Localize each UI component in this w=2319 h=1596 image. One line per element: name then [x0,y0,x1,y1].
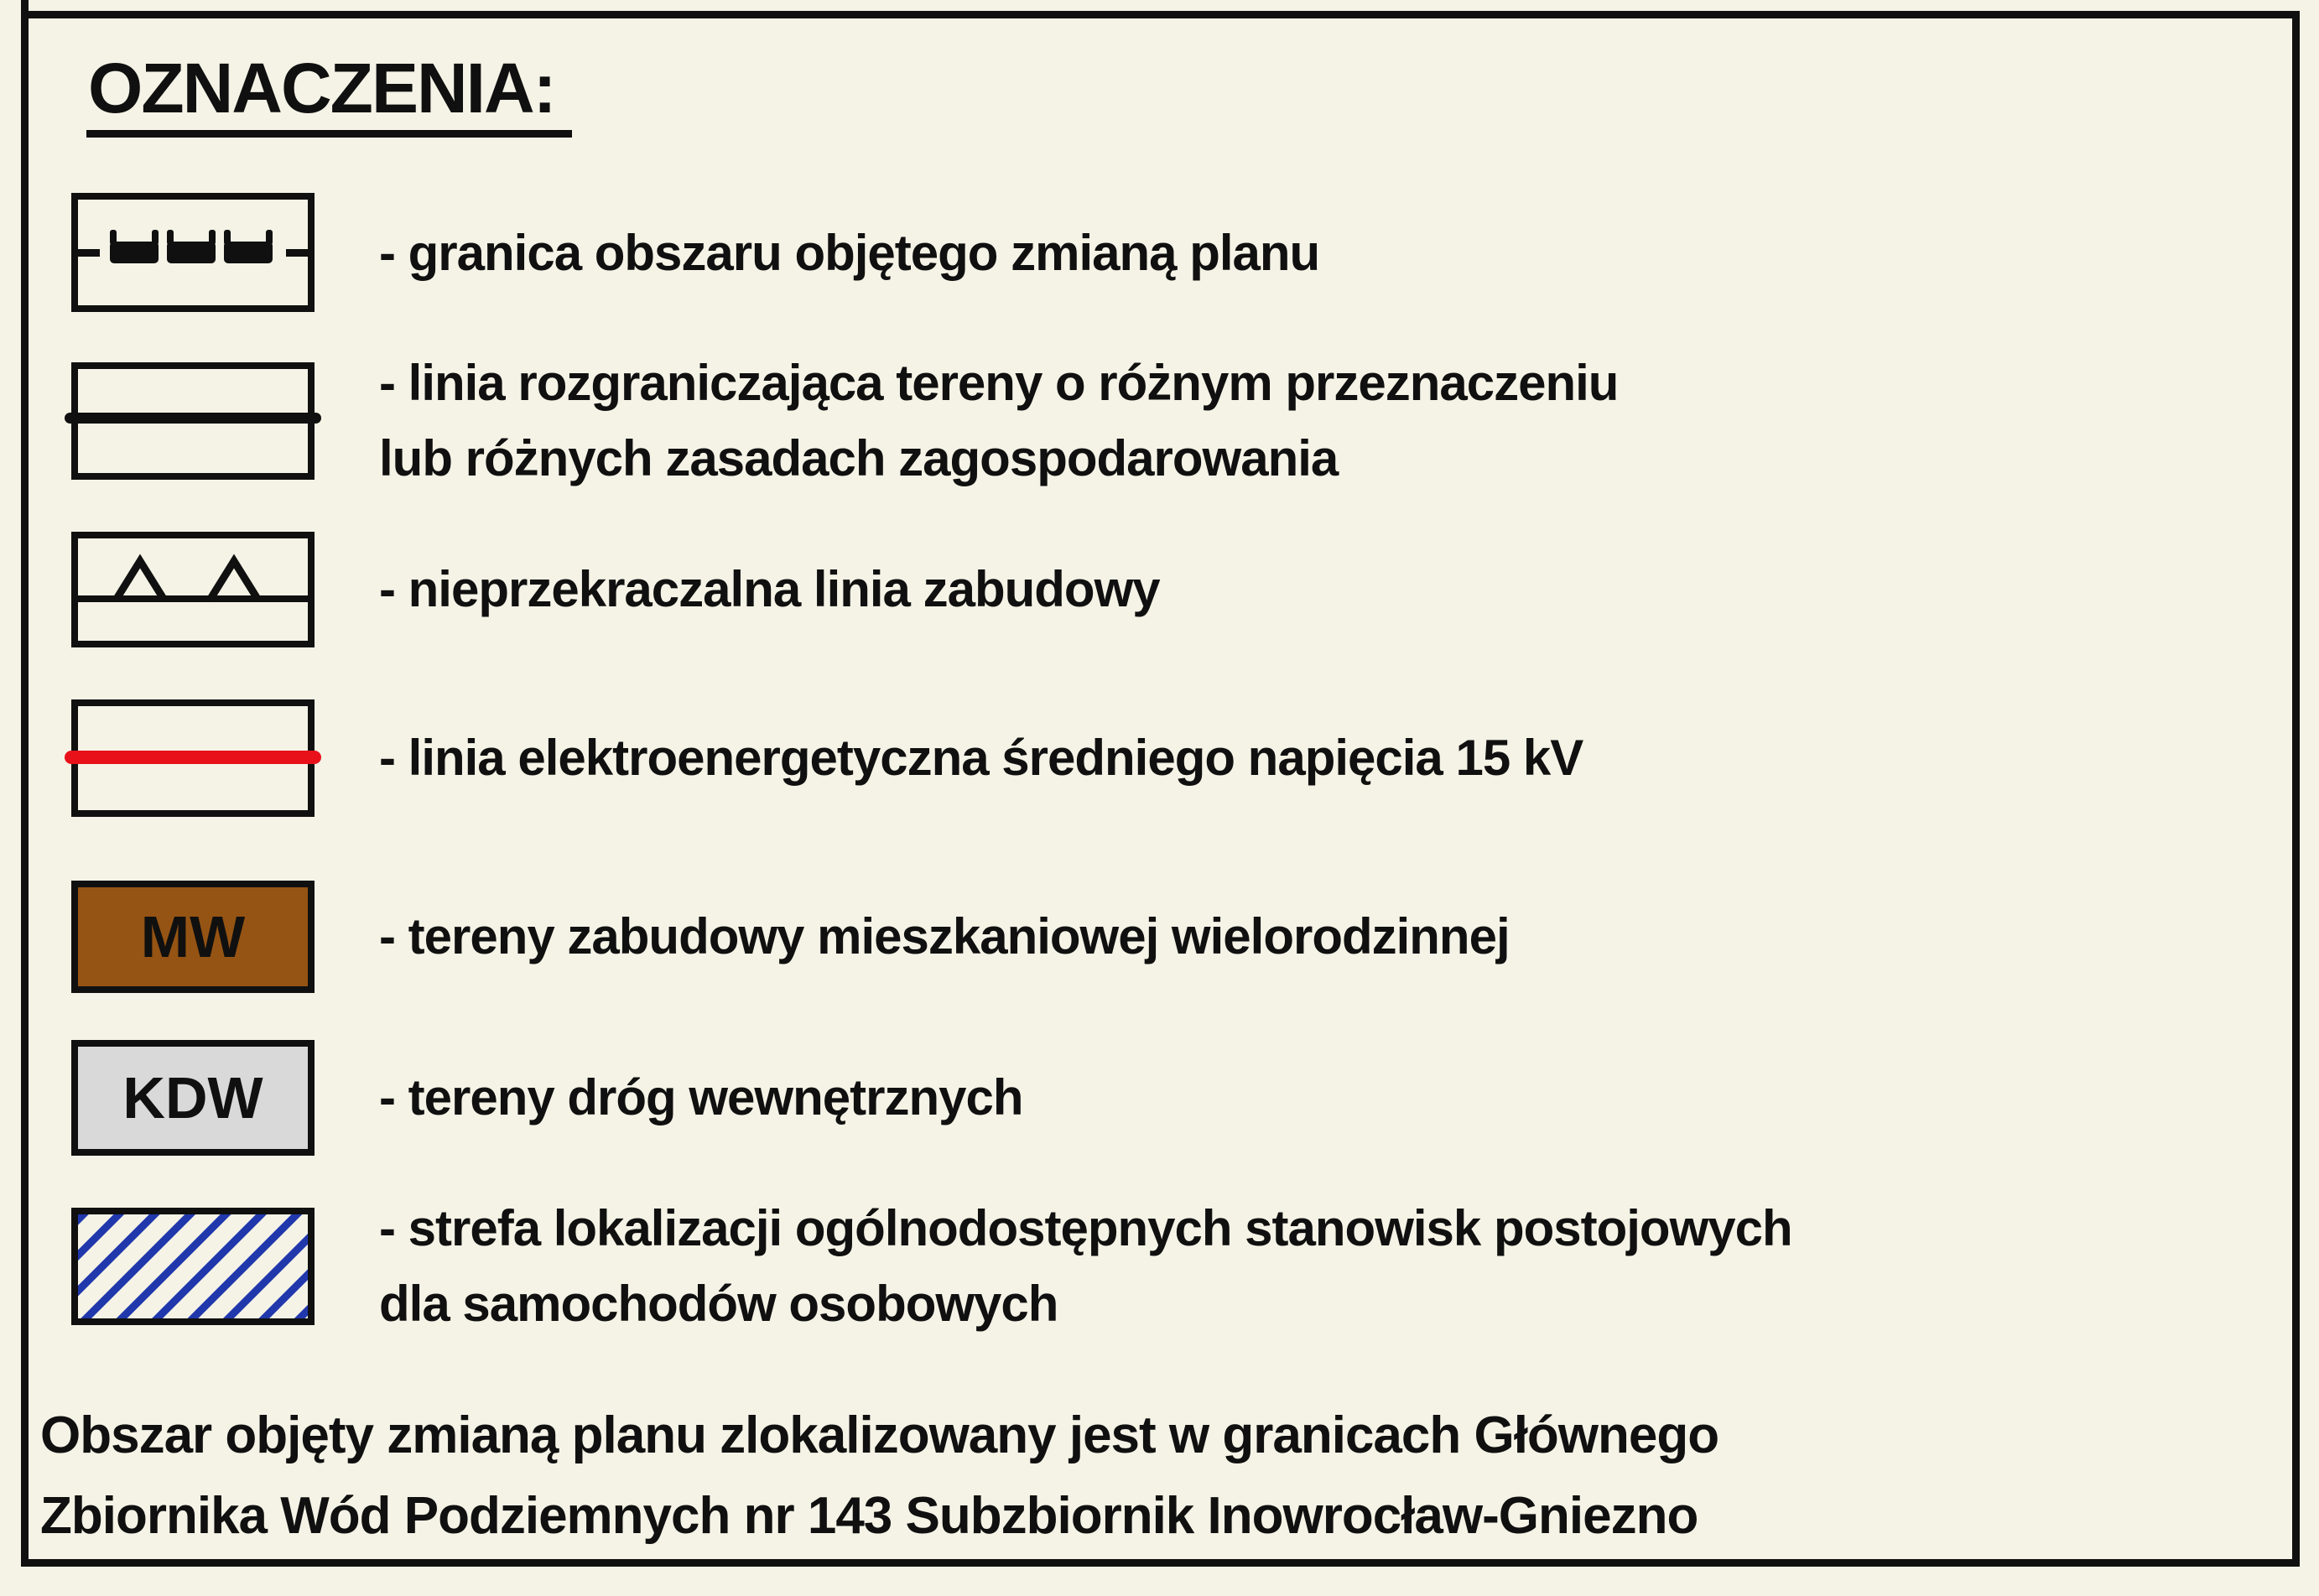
label-line-1: - linia rozgraniczająca tereny o różnym przeznaczeniu [379,355,1619,411]
kdw-area-label: - tereny dróg wewnętrznych [379,1069,1023,1126]
kdw-area-code: KDW [122,1065,263,1131]
label-line-2: lub różnych zasadach zagospodarowania [379,430,1339,486]
solid-line-icon [65,413,321,424]
frame-left-extension [21,0,29,12]
label-line-1: - strefa lokalizacji ogólnodostępnych stanowisk postojowych [379,1200,1792,1256]
building-limit-label: - nieprzekraczalna linia zabudowy [379,561,1160,617]
red-line-icon [65,751,321,764]
triangle-line-icon [78,538,308,641]
groundwater-note [40,1396,1718,1557]
mw-area-label: - tereny zabudowy mieszkaniowej wielorodzinnej [379,908,1510,964]
blue-hatch-icon [78,1214,308,1318]
dividing-line-swatch [71,362,315,480]
note-line-1: Obszar objęty zmianą planu zlokalizowany jest w granicach Głównego [40,1406,1719,1464]
building-limit-swatch [71,532,315,647]
dividing-line-label [379,346,1618,496]
dashed-boundary-icon [78,200,308,305]
plan-boundary-swatch [71,193,315,312]
mw-area-swatch [71,881,315,993]
power-line-swatch [71,699,315,817]
kdw-area-swatch [71,1040,315,1156]
parking-zone-swatch [71,1208,315,1325]
power-line-label: - linia elektroenergetyczna średniego napięcia 15 kV [379,730,1583,786]
parking-zone-label [379,1191,1792,1342]
note-line-2: Zbiornika Wód Podziemnych nr 143 Subzbiornik Inowrocław-Gniezno [40,1487,1698,1545]
mw-area-code: MW [140,904,246,970]
label-line-2: dla samochodów osobowych [379,1276,1058,1332]
legend-title: OZNACZENIA: [86,53,572,138]
plan-boundary-label: - granica obszaru objętego zmianą planu [379,225,1320,281]
